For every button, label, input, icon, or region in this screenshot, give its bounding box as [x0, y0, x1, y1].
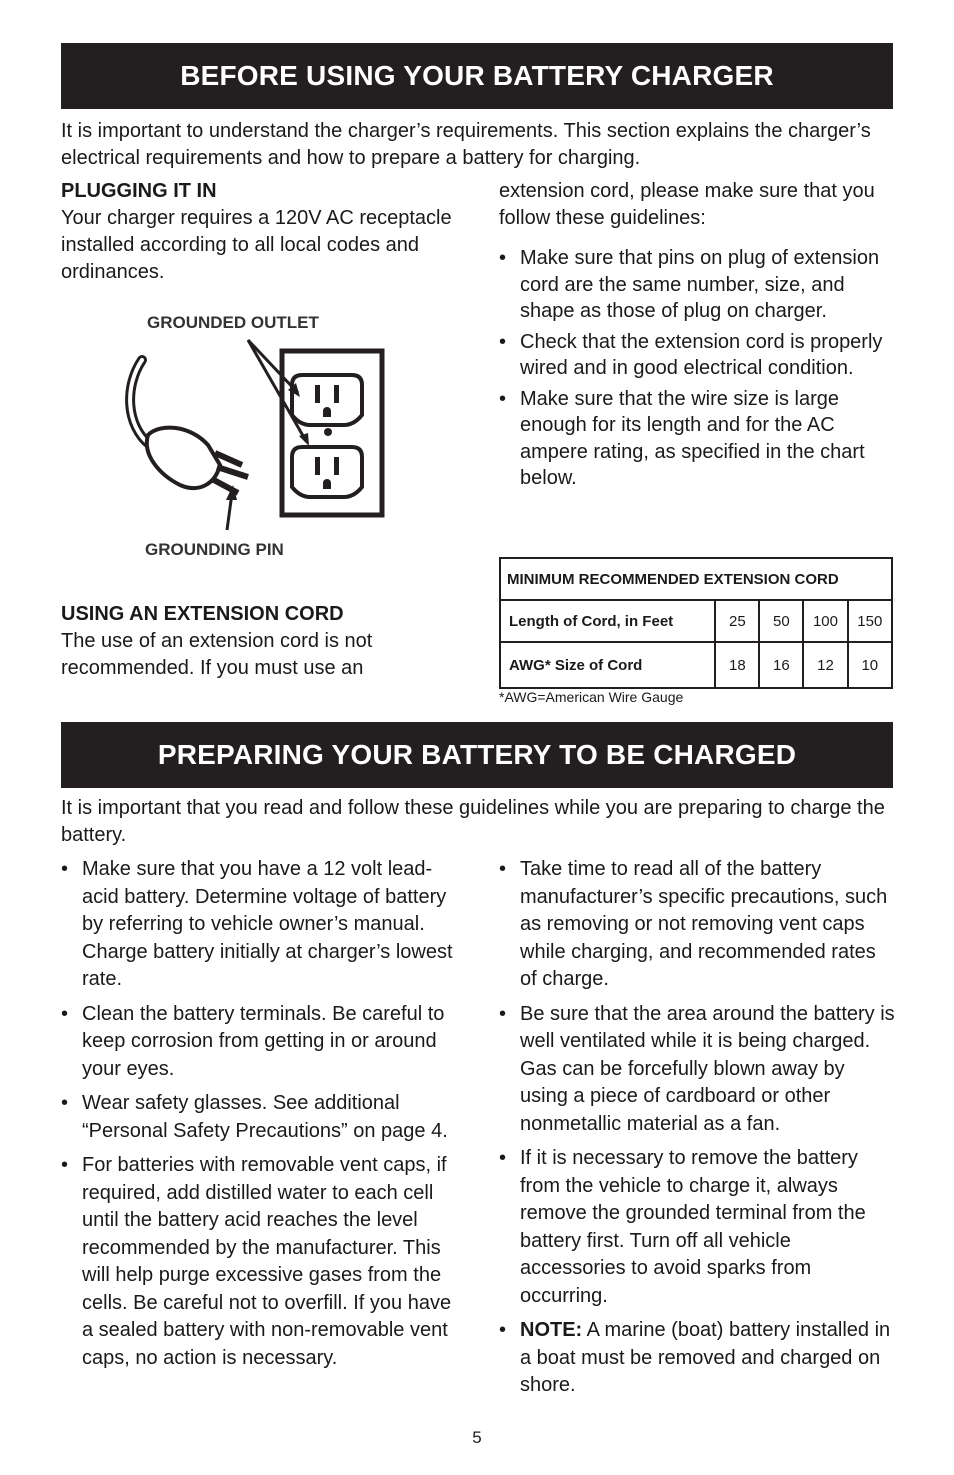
table-cell: 150	[848, 600, 892, 642]
prep-list-left	[61, 856, 461, 1372]
list-item: • Wear safety glasses. See additional “Personal Safety Precautions” on page 4.	[61, 1090, 461, 1145]
figure-label-grounded-outlet: GROUNDED OUTLET	[147, 313, 319, 332]
table-caption: MINIMUM RECOMMENDED EXTENSION CORD	[500, 558, 892, 600]
list-item: • Clean the battery terminals. Be careful to keep corrosion from getting in or around your eyes.	[61, 1001, 461, 1084]
list-item: • Make sure that the wire size is large enough for its length and for the AC ampere rating, as specified in the chart below.	[499, 386, 893, 492]
table-cell: 50	[759, 600, 803, 642]
note-text: A marine (boat) battery installed in a boat must be removed and charged on shore.	[520, 1319, 891, 1396]
section-title-preparing: PREPARING YOUR BATTERY TO BE CHARGED	[61, 722, 893, 788]
table-row	[500, 600, 892, 642]
row-label-length: Length of Cord, in Feet	[500, 600, 715, 642]
list-item: • If it is necessary to remove the battery from the vehicle to charge it, always remove the grounded terminal from the battery first. Turn off all vehicle accessories to avoid sparks from occurring.	[499, 1145, 897, 1310]
list-item: • Take time to read all of the battery manufacturer’s specific precautions, such as removing or not removing vent caps while charging, and recommended rates of charge.	[499, 856, 897, 994]
extension-text-continued: extension cord, please make sure that you follow these guidelines:	[499, 180, 875, 229]
section1-intro: It is important to understand the charger’s requirements. This section explains the charger’s electrical requirements and how to prepare a battery for charging.	[61, 120, 871, 169]
note-label: NOTE:	[520, 1319, 583, 1341]
list-item-note	[499, 1317, 897, 1400]
table-cell: 100	[803, 600, 847, 642]
prep-list-right	[499, 856, 897, 1400]
table-cell: 12	[803, 642, 847, 688]
table-cell: 10	[848, 642, 892, 688]
table-cell: 25	[715, 600, 759, 642]
row-label-awg: AWG* Size of Cord	[500, 642, 715, 688]
table-cell: 18	[715, 642, 759, 688]
plug-body	[147, 428, 220, 488]
extension-heading: USING AN EXTENSION CORD	[61, 603, 344, 625]
list-item: • Make sure that pins on plug of extension cord are the same number, size, and shape as those of plug on charger.	[499, 245, 893, 325]
table-footnote: *AWG=American Wire Gauge	[499, 689, 684, 705]
page-number: 5	[472, 1428, 482, 1447]
table-cell: 16	[759, 642, 803, 688]
plugging-text: Your charger requires a 120V AC receptacle installed according to all local codes and ordinances.	[61, 207, 452, 283]
list-item: • For batteries with removable vent caps, if required, add distilled water to each cell until the battery acid reaches the level recommended by the manufacturer. This will help purge excessive gases from the cells. Be careful not to overfill. If you have a sealed battery with non-removable vent caps, no action is necessary.	[61, 1152, 461, 1372]
figure-label-grounding-pin: GROUNDING PIN	[145, 540, 284, 559]
list-item: • Check that the extension cord is properly wired and in good electrical condition.	[499, 329, 893, 382]
extension-text: The use of an extension cord is not recommended. If you must use an	[61, 630, 373, 679]
plugging-heading: PLUGGING IT IN	[61, 180, 217, 202]
extension-guidelines-list	[499, 245, 893, 492]
extension-cord-table	[499, 557, 893, 689]
upper-receptacle	[292, 375, 362, 425]
section2-intro: It is important that you read and follow these guidelines while you are preparing to charge the battery.	[61, 797, 885, 846]
grounded-outlet-illustration	[120, 335, 390, 540]
lower-receptacle	[292, 447, 362, 497]
list-item: • Be sure that the area around the battery is well ventilated while it is being charged. Gas can be forcefully blown away by using a piece of cardboard or other nonmetallic material as a fan.	[499, 1001, 897, 1139]
table-row	[500, 642, 892, 688]
section-title-before-using: BEFORE USING YOUR BATTERY CHARGER	[61, 43, 893, 109]
list-item: • Make sure that you have a 12 volt lead-acid battery. Determine voltage of battery by referring to vehicle owner’s manual. Charge battery initially at charger’s lowest rate.	[61, 856, 461, 994]
